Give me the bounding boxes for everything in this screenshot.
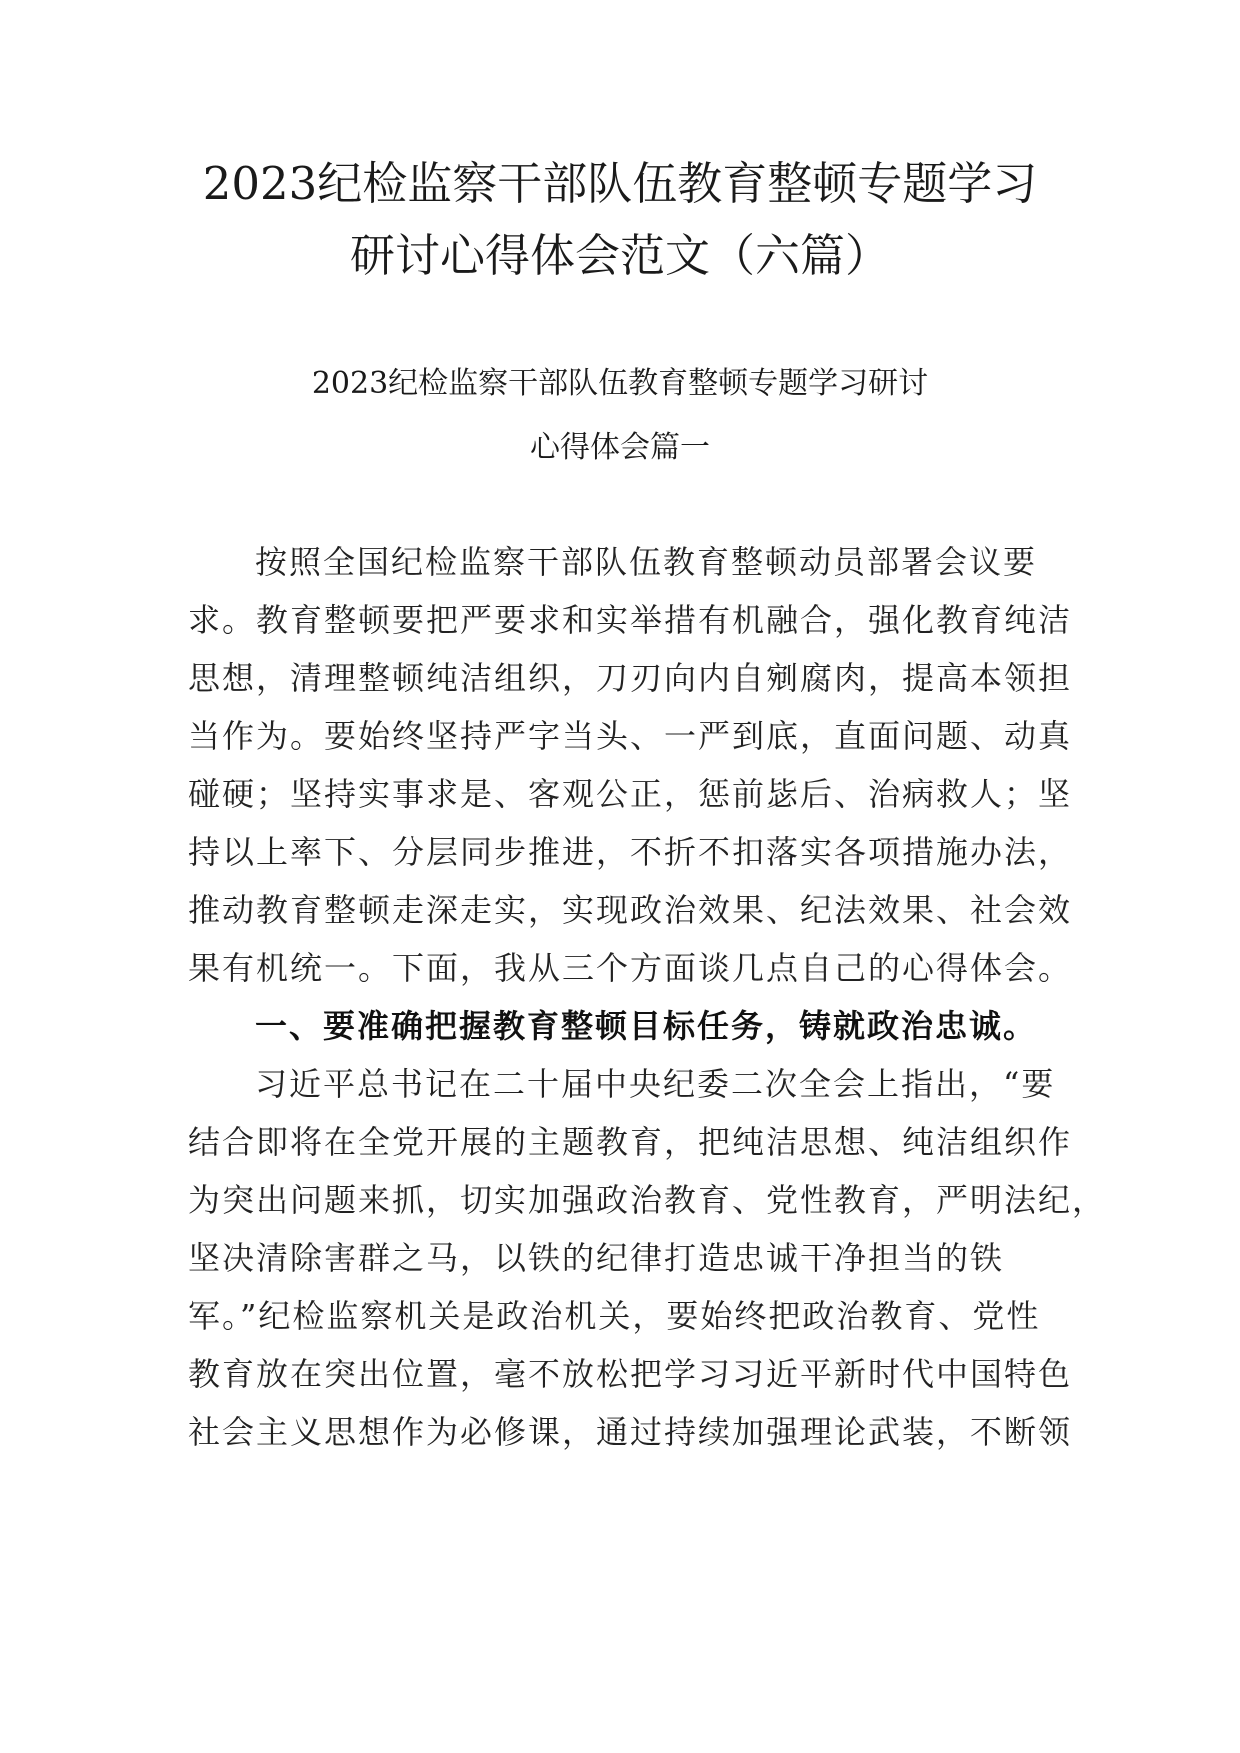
section-heading-line-2: 心得体会篇一 (530, 430, 710, 465)
paragraph-line: 军。”纪检监察机关是政治机关，要始终把政治教育、党性 (188, 1297, 1041, 1335)
section-heading (120, 352, 1120, 480)
section-heading-line-1: 2023纪检监察干部队伍教育整顿专题学习研讨 (311, 366, 929, 401)
subsection-heading: 一、要准确把握教育整顿目标任务，铸就政治忠诚。 (255, 1007, 1038, 1045)
paragraph-line: 为突出问题来抓，切实加强政治教育、党性教育，严明法纪， (188, 1181, 1107, 1219)
paragraph-line: 当作为。要始终坚持严字当头、一严到底，直面问题、动真 (188, 717, 1073, 755)
paragraph-line: 果有机统一。下面，我从三个方面谈几点自己的心得体会。 (188, 949, 1073, 987)
paragraph-line: 坚决清除害群之马，以铁的纪律打造忠诚干净担当的铁 (188, 1239, 1005, 1277)
paragraph-line: 按照全国纪检监察干部队伍教育整顿动员部署会议要 (255, 543, 1038, 581)
document-title-line-1: 2023纪检监察干部队伍教育整顿专题学习 (202, 157, 1038, 210)
paragraph-line: 求。教育整顿要把严要求和实举措有机融合，强化教育纯洁 (188, 601, 1073, 639)
document-title-line-2: 研讨心得体会范文（六篇） (349, 229, 890, 282)
paragraph-line: 思想，清理整顿纯洁组织，刀刃向内自剜腐肉，提高本领担 (188, 659, 1073, 697)
paragraph-line: 推动教育整顿走深走实，实现政治效果、纪法效果、社会效 (188, 891, 1073, 929)
paragraph-line: 碰硬；坚持实事求是、客观公正，惩前毖后、治病救人；坚 (188, 775, 1073, 813)
paragraph-line: 结合即将在全党开展的主题教育，把纯洁思想、纯洁组织作 (188, 1123, 1073, 1161)
paragraph-line: 社会主义思想作为必修课，通过持续加强理论武装，不断领 (188, 1413, 1073, 1451)
paragraph-line: 习近平总书记在二十届中央纪委二次全会上指出，“要 (255, 1065, 1056, 1103)
paragraph-line: 教育放在突出位置，毫不放松把学习习近平新时代中国特色 (188, 1355, 1073, 1393)
document-title (120, 148, 1120, 292)
paragraph-line: 持以上率下、分层同步推进，不折不扣落实各项措施办法， (188, 833, 1073, 871)
